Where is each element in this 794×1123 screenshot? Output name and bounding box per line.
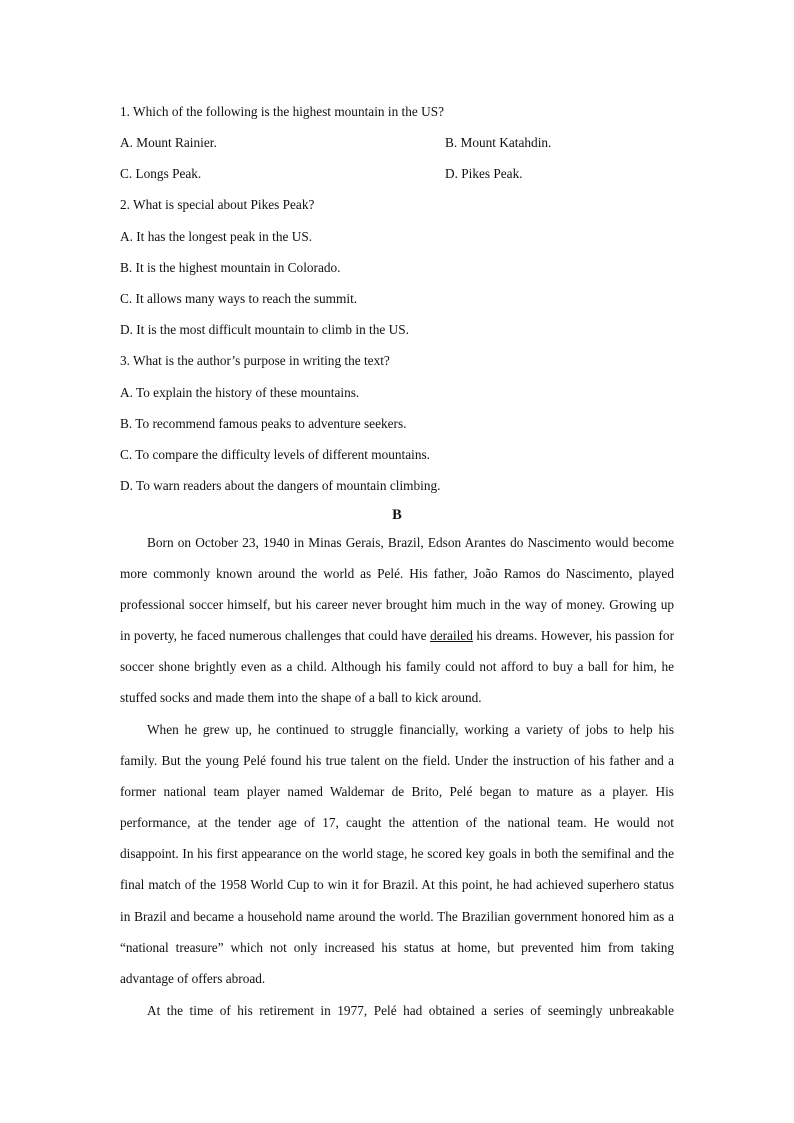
paragraph-3-text: At the time of his retirement in 1977, Pelé had obtained a series of seemingly unbreakable: [147, 1003, 674, 1018]
underlined-word: derailed: [430, 628, 473, 644]
question-2-option-d: D. It is the most difficult mountain to climb in the US.: [120, 322, 409, 337]
question-3-option-a: A. To explain the history of these mountains.: [120, 385, 360, 400]
question-2-option-b: B. It is the highest mountain in Colorado.: [120, 260, 341, 275]
passage-paragraph-2: [120, 714, 674, 994]
question-3-option-c: C. To compare the difficulty levels of different mountains.: [120, 447, 430, 462]
question-3-option-d: D. To warn readers about the dangers of mountain climbing.: [120, 478, 441, 493]
passage-paragraph-3: [120, 995, 674, 1026]
question-1-option-d: D. Pikes Peak.: [445, 166, 523, 181]
section-heading: B: [392, 507, 402, 523]
question-3-stem: 3. What is the author’s purpose in writing the text?: [120, 353, 390, 368]
question-3-option-b: B. To recommend famous peaks to adventure seekers.: [120, 416, 407, 431]
question-2-stem: 2. What is special about Pikes Peak?: [120, 197, 315, 212]
question-1-stem: 1. Which of the following is the highest mountain in the US?: [120, 104, 445, 119]
paragraph-1-text-end: his dreams. However, his passion for soccer shone brightly even as a child. Although his family could not afford to buy a ball for him, he stuffed socks and made them into the shape of a ball to kick around.: [120, 628, 675, 706]
question-2-option-c: C. It allows many ways to reach the summit.: [120, 291, 358, 306]
question-1-option-c: C. Longs Peak.: [120, 166, 202, 181]
question-2-option-a: A. It has the longest peak in the US.: [120, 229, 313, 244]
question-1-option-b: B. Mount Katahdin.: [445, 135, 552, 150]
paragraph-1-text-start: Born on October 23, 1940 in Minas Gerais, Brazil, Edson Arantes do Nascimento would become more commonly known around the world as Pelé. His father, João Ramos do Nascimento, played professional soccer himself, but his career never brought him much in the way of money. Growing up in poverty, he faced numerous challenges that could have: [120, 535, 674, 644]
passage-paragraph-1: [120, 527, 674, 714]
question-1-option-a: A. Mount Rainier.: [120, 135, 217, 150]
paragraph-2-text: When he grew up, he continued to struggle financially, working a variety of jobs to help his family. But the young Pelé found his true talent on the field. Under the instruction of his father and a former national team player named Waldemar de Brito, Pelé began to mature as a player. His performance, at the tender age of 17, caught the attention of the national team. He would not disappoint. In his first appearance on the world stage, he scored key goals in both the semifinal and the final match of the 1958 World Cup to win it for Brazil. At this point, he had achieved superhero status in Brazil and became a household name around the world. The Brazilian government honored him as a “national treasure” which not only increased his status at home, but prevented him from taking advantage of offers abroad.: [120, 722, 674, 986]
